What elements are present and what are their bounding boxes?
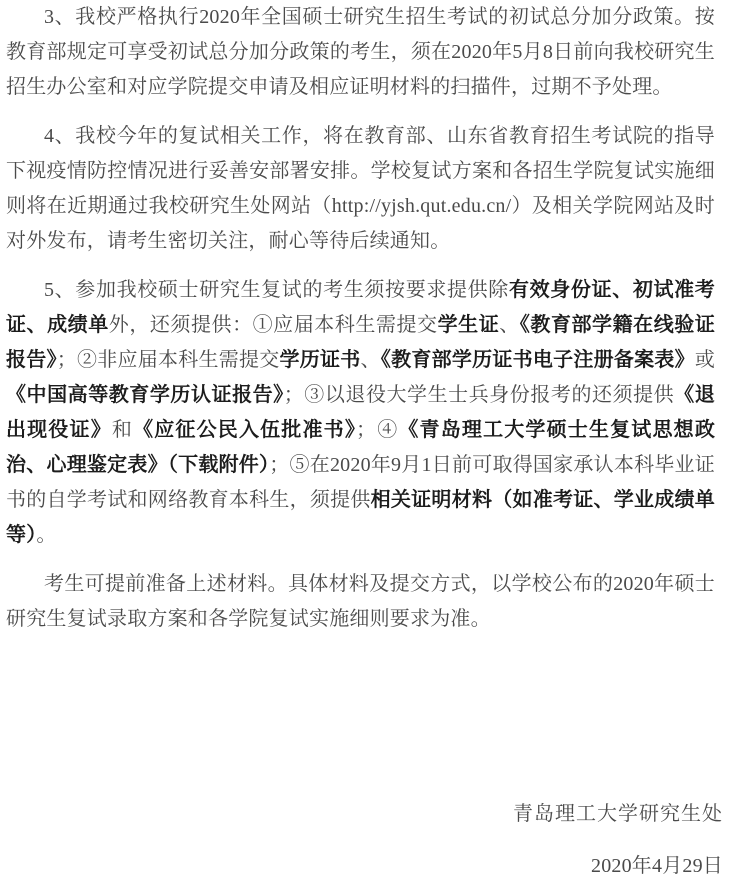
text-run: 4、我校今年的复试相关工作，将在教育部、山东省教育招生考试院的指导下视疫情防控情况进行妥善安部署安排。学校复试方案和各招生学院复试实施细则将在近期通过我校研究生处网站（http://yjsh.qut.edu.cn/）及相关学院网站及时对外发布，请考生密切关注，耐心等待后续通知。 <box>6 125 715 252</box>
text-run-bold: 《应征公民入伍批准书》 <box>133 419 357 441</box>
text-run: ；③以退役大学生士兵身份报考的还须提供 <box>283 384 675 406</box>
paragraph-closing <box>6 567 715 637</box>
text-run: 、 <box>360 349 381 371</box>
signature-block <box>0 797 739 884</box>
text-run-bold: 《退出现役证》 <box>6 384 715 441</box>
text-run: ；④ <box>356 419 399 441</box>
signature-date: 2020年4月29日 <box>591 855 723 877</box>
text-run: 。 <box>36 524 57 546</box>
text-run-bold: 学历证书 <box>279 349 361 371</box>
text-run: ；⑤在2020年9月1日前可取得国家承认本科毕业证书的自学考试和网络教育本科生，须提供 <box>6 454 715 511</box>
text-run: 外，还须提供：①应届本科生需提交 <box>108 314 438 336</box>
text-run-bold: 学生证 <box>437 314 500 336</box>
text-run: ；②非应届本科生需提交 <box>56 349 280 371</box>
text-run-bold: 《青岛理工大学硕士生复试思想政治、心理鉴定表》（下载附件） <box>6 419 716 476</box>
text-run-bold: 《教育部学历证书电子注册备案表》 <box>380 349 695 371</box>
signature-org: 青岛理工大学研究生处 <box>513 803 723 825</box>
text-run: 考生可提前准备上述材料。具体材料及提交方式，以学校公布的2020年硕士研究生复试录取方案和各学院复试实施细则要求为准。 <box>6 573 715 630</box>
paragraph-item-3 <box>6 0 715 105</box>
text-run: 、 <box>499 314 520 336</box>
text-run: 或 <box>694 349 716 371</box>
paragraph-item-4 <box>6 119 715 259</box>
text-run: 3、我校严格执行2020年全国硕士研究生招生考试的初试总分加分政策。按教育部规定可享受初试总分加分政策的考生，须在2020年5月8日前向我校研究生招生办公室和对应学院提交申请及相应证明材料的扫描件，过期不予处理。 <box>6 6 715 98</box>
text-run-bold: 相关证明材料（如准考证、学业成绩单等） <box>6 489 715 546</box>
text-run: 5、参加我校硕士研究生复试的考生须按要求提供除 <box>44 279 509 301</box>
paragraph-item-5 <box>6 273 715 553</box>
text-run-bold: 《教育部学籍在线验证报告》 <box>6 314 716 371</box>
text-run-bold: 《中国高等教育学历认证报告》 <box>6 384 284 406</box>
text-run-bold: 有效身份证、初试准考证、成绩单 <box>6 279 716 336</box>
text-run: 和 <box>111 419 134 441</box>
